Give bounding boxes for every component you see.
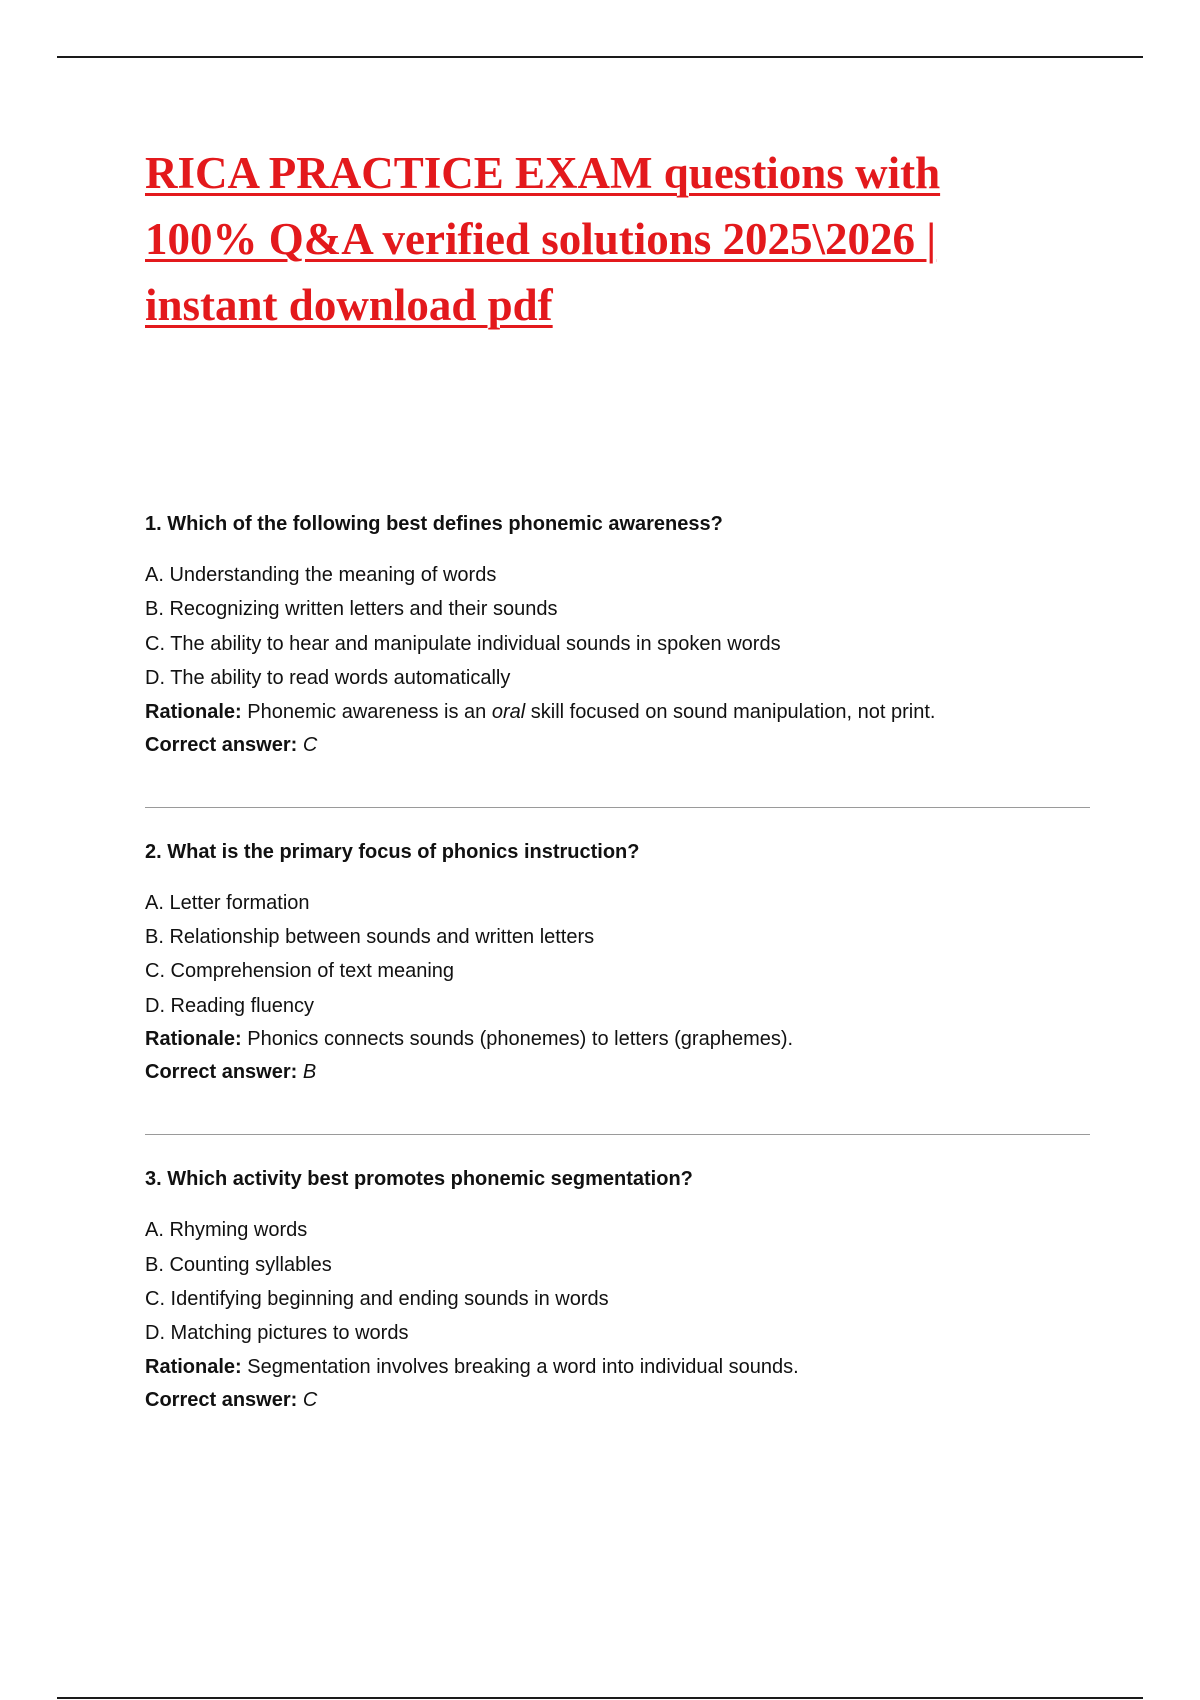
rationale-label: Rationale: <box>145 1028 242 1051</box>
title-line-1: RICA PRACTICE EXAM questions with <box>145 148 941 198</box>
correct-answer-value: B <box>302 1061 317 1084</box>
question-2 <box>145 838 1090 1090</box>
question-heading: 1. Which of the following best defines phonemic awareness? <box>145 513 723 535</box>
correct-answer-label: Correct answer: <box>145 733 298 756</box>
option-d: D. Matching pictures to words <box>145 1322 409 1345</box>
rationale-text: Phonemic awareness is an <box>247 700 492 723</box>
rationale <box>145 1023 1090 1056</box>
bottom-rule <box>57 1697 1143 1699</box>
correct-answer <box>145 729 1090 762</box>
question-1 <box>145 510 1090 762</box>
rationale-emphasis: oral <box>491 700 526 723</box>
divider <box>145 807 1090 808</box>
option-d: D. Reading fluency <box>145 994 314 1017</box>
top-rule <box>57 56 1143 58</box>
question-heading: 2. What is the primary focus of phonics instruction? <box>145 840 640 863</box>
option-a: A. Letter formation <box>145 891 310 914</box>
rationale-label: Rationale: <box>145 700 242 723</box>
option-d: D. The ability to read words automatically <box>145 667 511 690</box>
rationale-label: Rationale: <box>145 1355 242 1378</box>
option-b: B. Counting syllables <box>145 1253 332 1276</box>
correct-answer-value: C <box>302 733 318 756</box>
rationale-text: Phonics connects sounds (phonemes) to letters (graphemes). <box>247 1028 794 1051</box>
correct-answer-value: C <box>302 1388 318 1411</box>
correct-answer-label: Correct answer: <box>145 1388 298 1411</box>
option-a: A. Rhyming words <box>145 1219 308 1242</box>
rationale <box>145 1351 1090 1384</box>
correct-answer-label: Correct answer: <box>145 1061 298 1084</box>
divider <box>145 1134 1090 1135</box>
correct-answer <box>145 1056 1090 1089</box>
title-line-2: 100% Q&A verified solutions 2025\2026 | <box>145 214 937 264</box>
option-c: C. Comprehension of text meaning <box>145 960 455 983</box>
question-heading: 3. Which activity best promotes phonemic segmentation? <box>145 1168 693 1191</box>
document-title <box>145 140 1045 338</box>
option-c: C. Identifying beginning and ending sounds in words <box>145 1288 609 1311</box>
rationale-text-end: skill focused on sound manipulation, not print. <box>525 700 936 723</box>
option-b: B. Recognizing written letters and their sounds <box>145 598 558 621</box>
correct-answer <box>145 1384 1090 1417</box>
title-line-3: instant download pdf <box>145 280 553 330</box>
option-a: A. Understanding the meaning of words <box>145 564 497 586</box>
option-c: C. The ability to hear and manipulate individual sounds in spoken words <box>145 632 781 655</box>
rationale <box>145 696 1090 729</box>
question-list <box>145 510 1090 1417</box>
option-b: B. Relationship between sounds and written letters <box>145 926 595 949</box>
question-3 <box>145 1165 1090 1417</box>
rationale-text: Segmentation involves breaking a word into individual sounds. <box>247 1355 799 1378</box>
